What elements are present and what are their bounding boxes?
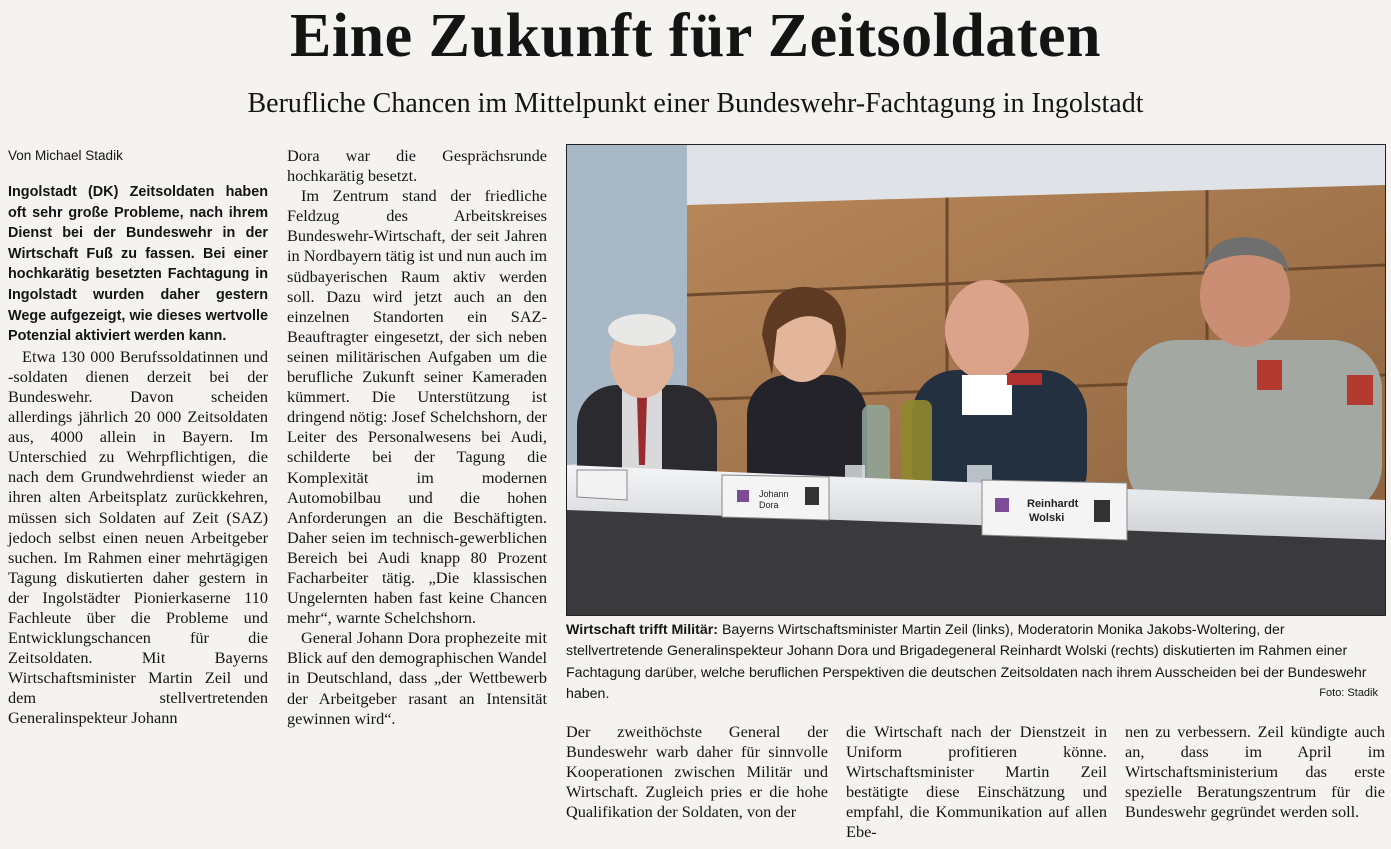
col3-body: Der zweithöchste General der Bundeswehr warb daher für sinnvolle Kooperationen zwischen Militär und Wirtschaft. Zugleich pries er die hohe Qualifikation der Soldaten, von der bbox=[566, 722, 828, 822]
photo-credit: Foto: Stadik bbox=[1319, 687, 1378, 699]
byline: Von Michael Stadik bbox=[8, 148, 123, 163]
col1-body: Etwa 130 000 Berufssoldatinnen und -soldaten dienen derzeit bei der Bundeswehr. Davon scheiden allerdings jährlich 20 000 Zeitsoldaten aus, 4000 allein in Bayern. Im Unterschied zu Wehrpflichtigen, die nach dem Grundwehrdienst wieder an ihren alten Arbeitsplatz zurückkehren, müssen sich Soldaten auf Zeit (SAZ) jedoch selbst einen neuen Arbeitgeber suchen. Im Rahmen einer mehrtägigen Tagung diskutierten daher gestern in der Ingolstädter Pionierkaserne 110 Fachleute über die Probleme und Entwicklungschancen für die Zeitsoldaten. Mit Bayerns Wirtschaftsminister Martin Zeil und dem stellvertretenden Generalinspekteur Johann bbox=[8, 346, 268, 728]
panel-photo-illustration bbox=[567, 145, 1385, 615]
lead-paragraph: Ingolstadt (DK) Zeitsoldaten haben oft sehr große Probleme, nach ihrem Dienst bei der Bundeswehr in der Wirtschaft Fuß zu fassen. Bei einer hochkarätig besetzten Fachtagung in Ingolstadt wurden daher gestern Wege aufgezeigt, wie dieses wertvolle Potenzial aktiviert werden kann. bbox=[8, 184, 268, 345]
col2-paragraph-1: Dora war die Gesprächsrunde hochkarätig besetzt. bbox=[287, 146, 547, 186]
caption-text: Bayerns Wirtschaftsminister Martin Zeil (links), Moderatorin Monika Jakobs-Woltering, der stellvertretende Generalinspekteur Johann Dora und Brigadegeneral Reinhardt Wolski (rechts) diskutierten im Rahmen einer Fachtagung darüber, welche beruflichen Perspektiven die deutschen Zeitsoldaten nach ihrem Ausscheiden bei der Bundeswehr haben. bbox=[566, 622, 1367, 703]
nameplate-right-text: Reinhardt Wolski bbox=[1027, 498, 1079, 524]
nameplate-center-text: Johann Dora bbox=[759, 489, 789, 510]
article-photo bbox=[566, 144, 1386, 616]
headline: Eine Zukunft für Zeitsoldaten bbox=[290, 2, 1101, 70]
col5-body: nen zu verbessern. Zeil kündigte auch an, dass im April im Wirtschaftsministerium das erste spezielle Beratungszentrum für die Bundeswehr gegründet werden soll. bbox=[1125, 722, 1385, 822]
col2-paragraph-3: General Johann Dora prophezeite mit Blick auf den demographischen Wandel in Deutschland, dass „der Wettbewerb der Arbeitgeber rasant an Intensität gewinnen wird“. bbox=[287, 628, 547, 728]
column-4 bbox=[846, 722, 1107, 843]
column-2 bbox=[287, 146, 547, 729]
col4-body: die Wirtschaft nach der Dienstzeit in Uniform profitieren könne. Wirtschaftsminister Martin Zeil bestätigte diese Einschätzung und empfahl, die Kommunikation auf allen Ebe- bbox=[846, 722, 1107, 842]
caption-title: Wirtschaft trifft Militär: bbox=[566, 622, 718, 638]
column-3 bbox=[566, 722, 828, 822]
column-5 bbox=[1125, 722, 1385, 822]
subheadline: Berufliche Chancen im Mittelpunkt einer Bundeswehr-Fachtagung in Ingolstadt bbox=[247, 88, 1144, 119]
photo-caption bbox=[566, 620, 1384, 706]
column-1 bbox=[8, 146, 268, 729]
col2-paragraph-2: Im Zentrum stand der friedliche Feldzug des Arbeitskreises Bundeswehr-Wirtschaft, der seit Jahren in Nordbayern tätig ist und nun auch im südbayerischen Raum aktiv werden soll. Dazu wird jetzt auch an den einzelnen Standorten ein SAZ-Beauftragter eingesetzt, der sich neben seinen militärischen Aufgaben um die berufliche Zukunft seiner Kameraden kümmert. Die Unterstützung ist dringend nötig: Josef Schelchshorn, der Leiter des Personalwesens bei Audi, schilderte bei der Tagung die Komplexität im modernen Automobilbau und die hohen Anforderungen an die Beschäftigten. Daher seien im technisch-gewerblichen Bereich bei Audi knapp 80 Prozent Facharbeiter tätig. „Die klassischen Ungelernten haben fast keine Chancen mehr“, warnte Schelchshorn. bbox=[287, 186, 547, 628]
